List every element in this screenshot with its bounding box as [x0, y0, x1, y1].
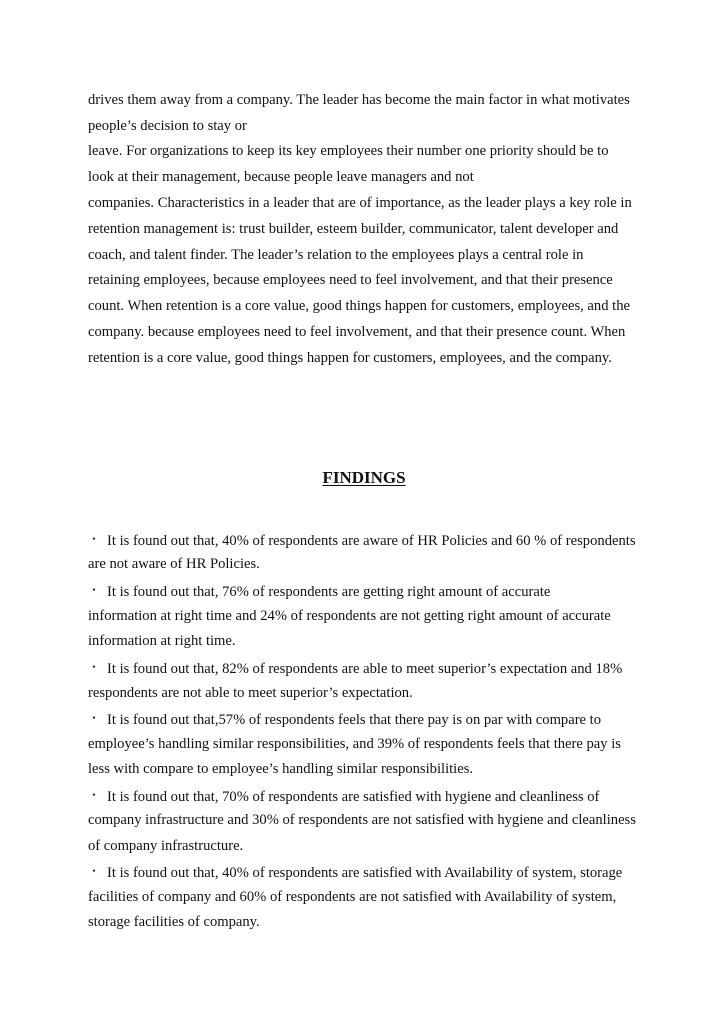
paragraph-line: drives them away from a company. The leader has become the main factor in what motivates [88, 92, 630, 108]
finding-line: company infrastructure and 30% of respondents are not satisfied with hygiene and cleanliness [88, 812, 636, 828]
paragraph-line: people’s decision to stay or [88, 118, 247, 134]
finding-line [88, 709, 601, 729]
finding-line [88, 862, 622, 882]
paragraph-line: look at their management, because people leave managers and not [88, 169, 474, 185]
finding-line: less with compare to employee’s handling similar responsibilities. [88, 761, 474, 777]
paragraph-line: companies. Characteristics in a leader that are of importance, as the leader plays a key role in [88, 195, 632, 211]
finding-line: of company infrastructure. [88, 838, 244, 854]
bullet-icon: ・ [88, 532, 101, 546]
finding-line: are not aware of HR Policies. [88, 556, 260, 572]
finding-line [88, 581, 550, 601]
paragraph-line: count. When retention is a core value, good things happen for customers, employees, and the [88, 298, 630, 314]
finding-text: It is found out that, 76% of respondents are getting right amount of accurate [107, 584, 551, 600]
paragraph-line: retention is a core value, good things happen for customers, employees, and the company. [88, 350, 612, 366]
finding-text: It is found out that, 40% of respondents are aware of HR Policies and 60 % of respondents [107, 533, 636, 549]
paragraph-line: leave. For organizations to keep its key employees their number one priority should be to [88, 143, 609, 159]
bullet-icon: ・ [88, 788, 101, 802]
finding-line: information at right time. [88, 633, 236, 649]
finding-line [88, 530, 636, 550]
bullet-icon: ・ [88, 583, 101, 597]
bullet-icon: ・ [88, 864, 101, 878]
paragraph-line: retaining employees, because employees need to feel involvement, and that their presence [88, 272, 613, 288]
findings-heading: FINDINGS [322, 468, 406, 487]
finding-line: facilities of company and 60% of respondents are not satisfied with Availability of system, [88, 889, 617, 905]
finding-text: It is found out that, 82% of respondents are able to meet superior’s expectation and 18% [107, 661, 623, 677]
finding-line: information at right time and 24% of respondents are not getting right amount of accurate [88, 608, 611, 624]
paragraph-line: company. because employees need to feel involvement, and that their presence count. When [88, 324, 626, 340]
paragraph-line: retention management is: trust builder, esteem builder, communicator, talent developer and [88, 221, 619, 237]
finding-line: employee’s handling similar responsibilities, and 39% of respondents feels that there pay is [88, 736, 621, 752]
finding-line: respondents are not able to meet superior’s expectation. [88, 685, 413, 701]
bullet-icon: ・ [88, 660, 101, 674]
finding-line: storage facilities of company. [88, 914, 260, 930]
paragraph-line: coach, and talent finder. The leader’s relation to the employees plays a central role in [88, 247, 584, 263]
finding-line [88, 786, 599, 806]
finding-text: It is found out that,57% of respondents feels that there pay is on par with compare to [107, 712, 602, 728]
bullet-icon: ・ [88, 711, 101, 725]
findings-heading-row [0, 468, 728, 488]
finding-line [88, 658, 622, 678]
finding-text: It is found out that, 70% of respondents are satisfied with hygiene and cleanliness of [107, 789, 600, 805]
finding-text: It is found out that, 40% of respondents are satisfied with Availability of system, storage [107, 865, 623, 881]
